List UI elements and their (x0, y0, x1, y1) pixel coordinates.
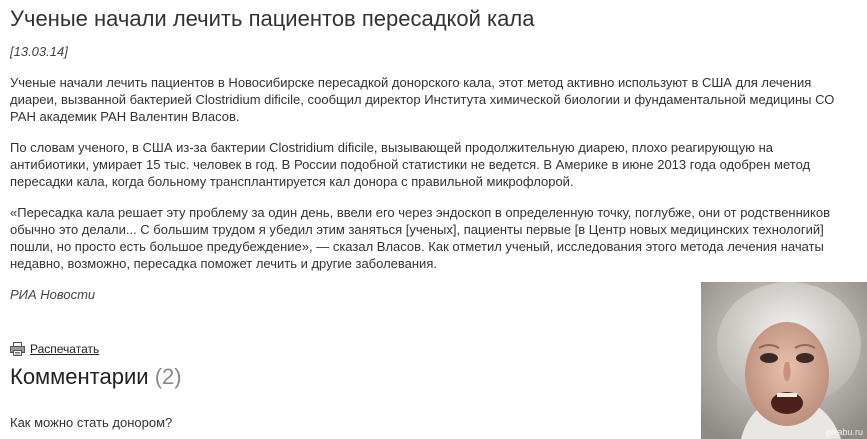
printer-icon[interactable] (10, 342, 25, 356)
comments-heading (10, 363, 182, 391)
print-link-row[interactable] (10, 342, 99, 356)
article-paragraph-2: По словам ученого, в США из-за бактерии Clostridium dificile, вызывающей продолжительную диарею, плохо реагирующую на антибиотики, умирает 15 тыс. человек в год. В России подобной статистики не ведется. В Америке в июне 2013 года одобрен метод пересадки кала, когда больному трансплантируется кал донора с правильной микрофлорой. (10, 140, 811, 189)
article-paragraph-3: «Пересадка кала решает эту проблему за один день, ввели его через эндоскоп в определенную точку, поглубже, они от родственников обычно это делали... С большим трудом я убедил этим заняться [ученых], пациенты первые [в Центр новых медицинских технологий] пошли, но просто есть большое предубеждение», — сказал Власов. Как отметил ученый, исследования этого метода лечения начаты недавно, возможно, пересадка поможет лечить и другие заболевания. (10, 205, 831, 271)
comment-text: Как можно стать донором? (10, 415, 173, 430)
photo-watermark: pikabu.ru (825, 427, 863, 437)
comments-count: (2) (154, 364, 182, 389)
article-date: [13.03.14] (10, 44, 68, 59)
comments-heading-label: Комментарии (10, 364, 149, 389)
reaction-photo (701, 282, 867, 439)
article-paragraph-1: Ученые начали лечить пациентов в Новосибирске пересадкой донорского кала, этот метод активно используют в США для лечения диареи, вызванной бактерией Clostridium dificile, сообщил директор Института химической биологии и фундаментальной медицины СО РАН академик РАН Валентин Власов. (10, 75, 835, 124)
article (10, 0, 855, 303)
print-link[interactable]: Распечатать (30, 342, 100, 356)
article-title: Ученые начали лечить пациентов пересадкой кала (10, 6, 535, 31)
reaction-photo-image (701, 282, 867, 439)
article-source: РИА Новости (10, 287, 96, 302)
